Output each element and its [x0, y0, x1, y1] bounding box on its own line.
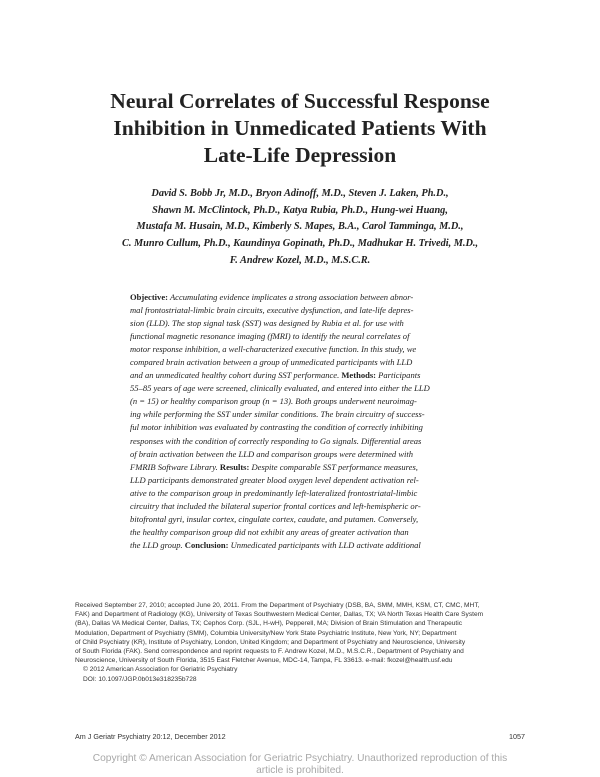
doi: DOI: 10.1097/JGP.0b013e318235b728 — [83, 675, 197, 683]
abstract-line: bitofrontal gyri, insular cortex, cingulate cortex, caudate, and putamen. Conversely, — [130, 513, 419, 524]
abstract-line: responses with the condition of correctly responding to Go signals. Differential areas — [130, 435, 422, 446]
abstract-text: Despite comparable SST performance measures, — [249, 461, 418, 472]
abstract-line: compared brain activation between a group of unmedicated participants with LLD — [130, 357, 413, 368]
footnote-line: of Child Psychiatry (KR), Institute of Psychiatry, London, United Kingdom; and Department of Psychiatry and Neuroscience, University — [75, 638, 466, 646]
abstract-line: ative to the comparison group in predominantly left-lateralized frontostriatal-limbic — [130, 487, 418, 498]
abstract-line — [130, 461, 475, 474]
title-line: Inhibition in Unmedicated Patients With — [113, 116, 487, 140]
abstract-line: 55–85 years of age were screened, clinically evaluated, and entered into either the LLD — [130, 383, 430, 394]
abstract-line: (n = 15) or healthy comparison group (n = 13). Both groups underwent neuroimag- — [130, 396, 417, 407]
author-line: C. Munro Cullum, Ph.D., Kaundinya Gopinath, Ph.D., Madhukar H. Trivedi, M.D., — [121, 238, 479, 250]
abstract-line — [130, 539, 475, 552]
author-line: F. Andrew Kozel, M.D., M.S.C.R. — [229, 254, 371, 266]
footnote-line: (BA), Dallas VA Medical Center, Dallas, TX; Cephos Corp. (SJL, H-wH), Pepperell, MA; Division of Brain Stimulation and Therapeutic — [75, 620, 462, 628]
abstract-line: ful motor inhibition was evaluated by contrasting the condition of correctly inhibiting — [130, 422, 423, 433]
abstract-text: the LLD group. — [130, 539, 185, 550]
abstract-text: FMRIB Software Library. — [130, 461, 220, 472]
abstract-text: Unmedicated participants with LLD activate additional — [228, 539, 421, 550]
author-line: David S. Bobb Jr, M.D., Bryon Adinoff, M.D., Steven J. Laken, Ph.D., — [151, 188, 449, 199]
abstract-section-label: Results: — [219, 461, 250, 472]
page-number: 1057 — [509, 732, 525, 741]
abstract-line: circuitry that included the bilateral superior frontal cortices and left-hemispheric or- — [130, 500, 421, 511]
abstract-section-label: Objective: — [130, 292, 168, 302]
abstract-line: motor response inhibition, a well-characterized executive function. In this study, we — [130, 344, 417, 355]
abstract-line: the healthy comparison group did not exhibit any areas of greater activation than — [130, 526, 409, 537]
footnote-line: Modulation, Department of Psychiatry (SMM), Columbia University/New York State Psychiatric Institute, New York, NY; Department — [75, 629, 457, 637]
title-line: Neural Correlates of Successful Response — [110, 89, 490, 113]
abstract-line — [130, 369, 475, 382]
author-line: Shawn M. McClintock, Ph.D., Katya Rubia, Ph.D., Hung-wei Huang, — [152, 204, 448, 216]
abstract-line: functional magnetic resonance imaging (fMRI) to identify the neural correlates of — [130, 331, 410, 342]
author-line: Mustafa M. Husain, M.D., Kimberly S. Mapes, B.A., Carol Tamminga, M.D., — [136, 221, 464, 233]
abstract-text: Participants — [376, 370, 421, 381]
title-line: Late-Life Depression — [203, 143, 397, 167]
abstract-line: of brain activation between the LLD and comparison groups were determined with — [130, 448, 414, 459]
article-title — [40, 88, 560, 169]
author-list — [40, 186, 560, 270]
copyright-watermark — [0, 753, 600, 777]
journal-citation: Am J Geriatr Psychiatry 20:12, December 2012 — [75, 732, 226, 741]
footnote-line: FAK) and Department of Radiology (KG), University of Texas Southwestern Medical Center, Dallas, TX; VA North Texas Health Care System — [75, 611, 484, 619]
article-footnote — [75, 601, 527, 684]
abstract-section-label: Conclusion: — [184, 539, 229, 550]
abstract-text: Accumulating evidence implicates a strong association between abnor- — [167, 292, 414, 302]
abstract-line: mal frontostriatal-limbic brain circuits, executive dysfunction, and late-life depres- — [130, 305, 414, 316]
abstract-line: sion (LLD). The stop signal task (SST) was designed by Rubia et al. for use with — [130, 318, 404, 329]
footnote-line: Neuroscience, University of South Florida, 3515 East Fletcher Avenue, MDC-14, Tampa, FL 33613. e-mail: fkozel@health.usf.edu — [75, 657, 453, 665]
abstract-line: LLD participants demonstrated greater blood oxygen level dependent activation rel- — [130, 474, 419, 485]
abstract-line — [130, 291, 475, 304]
watermark-line: article is prohibited. — [256, 765, 344, 776]
copyright-notice: © 2012 American Association for Geriatric Psychiatry — [83, 666, 238, 674]
abstract-text: and an unmedicated healthy cohort during SST performance. — [130, 370, 342, 381]
abstract-line: ing while performing the SST under similar conditions. The brain circuitry of success- — [130, 409, 425, 420]
watermark-line: Copyright © American Association for Geriatric Psychiatry. Unauthorized reproduction of this — [92, 753, 508, 764]
footnote-line: Received September 27, 2010; accepted June 20, 2011. From the Department of Psychiatry (DSB, BA, SMM, MMH, KSM, CT, CMC, MHT, — [75, 602, 480, 609]
abstract-section-label: Methods: — [341, 370, 377, 381]
footnote-line: of South Florida (FAK). Send correspondence and reprint requests to F. Andrew Kozel, M.D., M.S.C.R., Department of Psychiatry and — [75, 648, 464, 656]
abstract — [130, 291, 475, 552]
